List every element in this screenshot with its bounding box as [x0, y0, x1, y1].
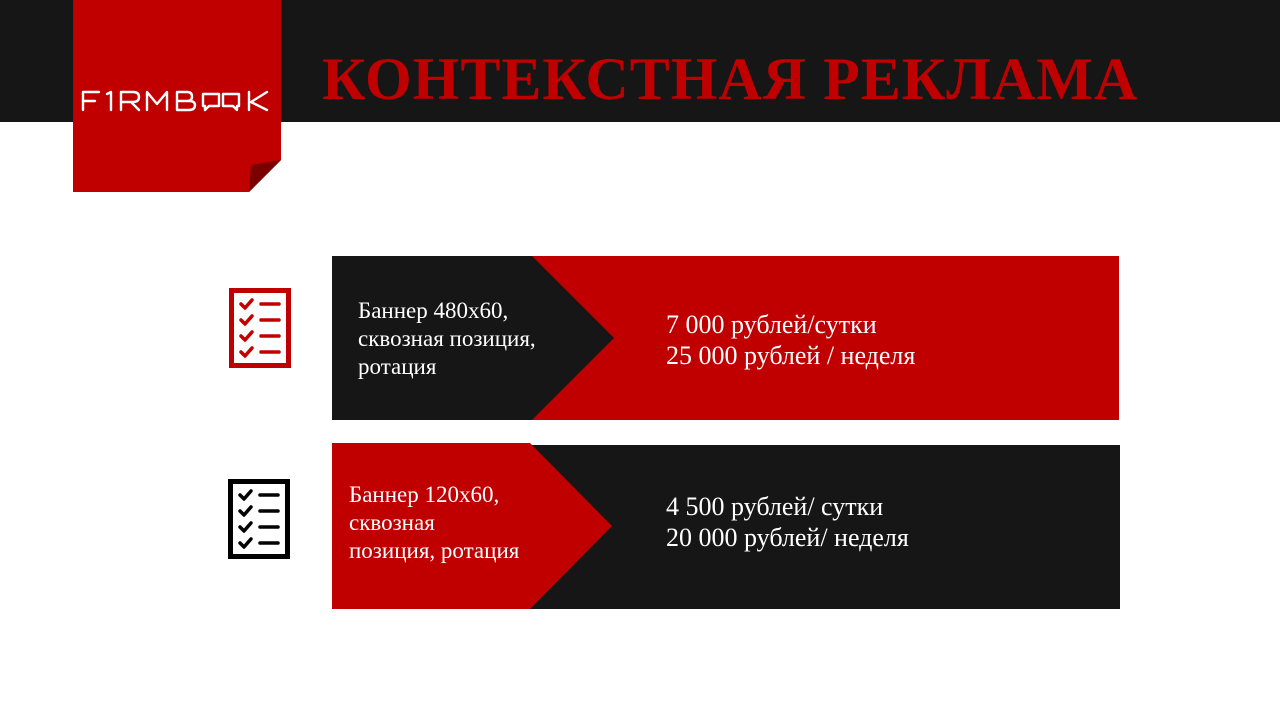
logo-tile [73, 0, 281, 192]
offer-label: Баннер 480х60, сквозная позиция, ротация [358, 298, 536, 379]
checklist-icon [228, 479, 290, 559]
logo-wordmark [77, 84, 277, 116]
firmbook-logo [73, 84, 281, 123]
page-title: КОНТЕКСТНАЯ РЕКЛАМА [322, 46, 1139, 112]
offer-label: Баннер 120х60, сквозная позиция, ротация [349, 482, 520, 563]
offer-price: 4 500 рублей/ сутки 20 000 рублей/ неделя [666, 492, 909, 552]
offer-row-1 [332, 256, 1120, 421]
checklist-icon [229, 288, 291, 368]
offer-price: 7 000 рублей/сутки 25 000 рублей / неделя [666, 310, 916, 370]
offer-row-2 [332, 443, 1120, 608]
